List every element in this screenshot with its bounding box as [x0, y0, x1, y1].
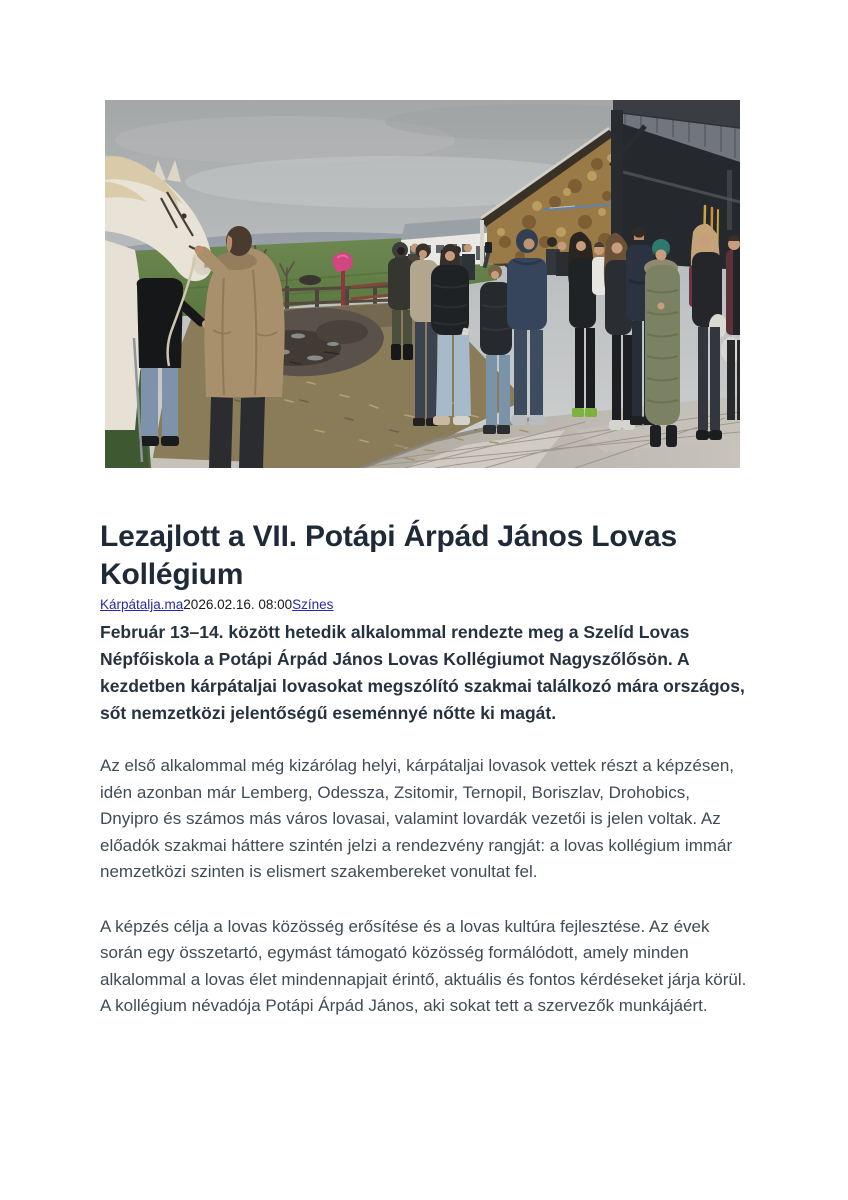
article-content: [100, 518, 750, 1020]
publish-date: 2026.02.16. 08:00: [183, 597, 293, 612]
article-meta: [100, 596, 750, 613]
category-link[interactable]: Színes: [292, 597, 334, 612]
article-lead: Február 13–14. között hetedik alkalommal rendezte meg a Szelíd Lovas Népfőiskola a Potápi Árpád János Lovas Kollégiumot Nagyszőlősön. A kezdetben kárpátaljai lovasokat megszólító szakmai találkozó mára országos, sőt nemzetközi jelentőségű eseménnyé nőtte ki magát.: [100, 622, 745, 723]
raised-phone: [485, 242, 492, 253]
article-title: Lezajlott a VII. Potápi Árpád János Lovas Kollégium: [100, 520, 677, 591]
article-paragraph-2: A képzés célja a lovas közösség erősítése és a lovas kultúra fejlesztése. Az évek során egy összetartó, egymást támogató közösség formálódott, amely minden alkalommal a lovas élet mindennapjait érintő, aktuális és fontos kérdéseket járja körül. A kollégium névadója Potápi Árpád János, aki sokat tett a szervezők munkájáért.: [100, 916, 747, 1015]
person-teal-beanie: [644, 239, 680, 447]
source-link[interactable]: Kárpátalja.ma: [100, 597, 184, 612]
photo-scene: [105, 100, 740, 468]
barn-corner-post: [480, 220, 484, 266]
article-paragraph-1: Az első alkalommal még kizárólag helyi, kárpátaljai lovasok vettek részt a képzésen, idén azonban már Lemberg, Odessza, Zsitomir, Ternopil, Boriszlav, Drohobics, Dnyipro és számos más város lovasai, valamint lovardák vezetői is jelen voltak. Az előadók szakmai háttere szintén jelzi a rendezvény rangját: a lovas kollégium immár nemzetközi szinten is elismert szakembereket vonultat fel.: [100, 756, 735, 881]
article-photo: [105, 100, 740, 468]
